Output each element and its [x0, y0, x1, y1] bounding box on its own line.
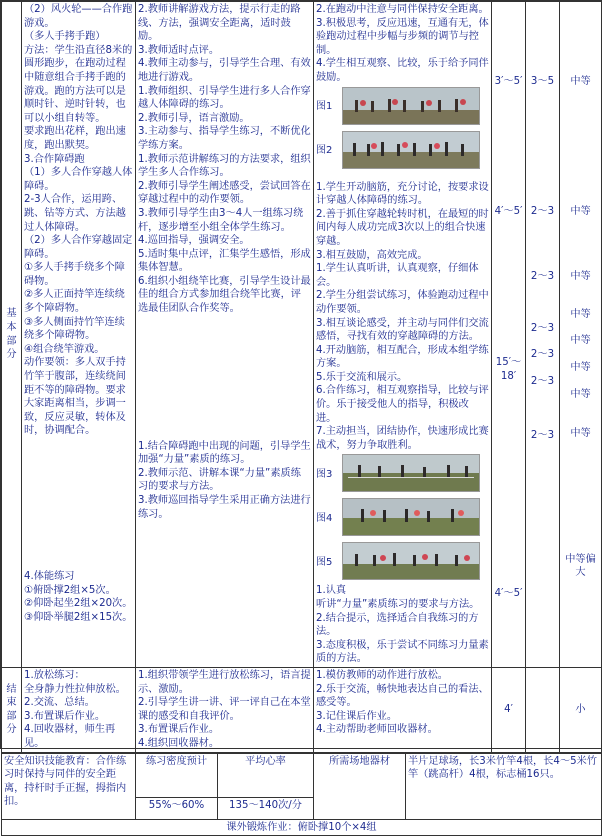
end-intensity-cell: [560, 668, 602, 753]
fitness-item: 4.体能练习: [24, 571, 75, 582]
safety-note: [2, 753, 136, 819]
content-item: （2）多人合作穿越固定障碍。: [24, 235, 133, 260]
intensity-9: 中等偏大: [565, 553, 596, 579]
end-teacher-column: [136, 668, 314, 753]
homework-cell: [2, 819, 602, 836]
time-3: 15′～18′: [495, 357, 522, 382]
count-2: 2～3: [530, 205, 555, 217]
end-teacher-item: 1.组织带领学生进行放松练习，语言提示、激励。: [138, 670, 311, 695]
homework-text: 课外锻炼作业：俯卧撑10个×4组: [226, 821, 377, 833]
fitness-item: ①俯卧撑2组×5次。: [24, 584, 116, 596]
intensity-10: 小: [575, 703, 586, 715]
content-item: ①多人手拷手绕多个障碍物。: [24, 262, 125, 287]
time-1: 3′～5′: [494, 76, 523, 87]
end-student-column: [314, 668, 492, 753]
figure-3: [316, 452, 489, 496]
end-teacher-item: 2.引导学生讲一讲、评一评自己在本堂课的感受和自我评价。: [138, 697, 311, 722]
intensity-2: 中等: [570, 205, 591, 217]
figure-3-label: 图3: [316, 468, 333, 480]
teacher-item: 3.主动参与、指导学生练习，不断优化学练方案。: [138, 126, 311, 151]
teacher-item: 5.适时集中点评，汇集学生感悟，形成集体智慧。: [138, 248, 311, 274]
photo-2-svg: [343, 132, 479, 168]
hr-label: 平均心率: [245, 755, 286, 767]
teacher-item: 1.教师示范讲解练习的方法要求，组织学生多人合作练习。: [138, 153, 311, 179]
content-item: ②多人正面持竿连续绕多个障碍物。: [24, 289, 125, 315]
hr-value-cell: [218, 797, 314, 819]
teacher-item: 4.教师主动参与，引导学生合理、有效地进行游戏。: [138, 58, 311, 83]
count-4: 2～3: [530, 322, 555, 334]
photo-1-svg: [343, 88, 479, 124]
photo-2-image: [342, 131, 480, 169]
end-count-cell: [526, 668, 560, 753]
photo-3-image: [342, 454, 480, 492]
photo-5-svg: [343, 543, 479, 579]
photo-3-svg: [343, 455, 479, 491]
end-student-item: 3.记住课后作业。: [316, 710, 398, 722]
section-label-text: 结束部分: [6, 683, 17, 736]
count-3: 2～3: [530, 271, 555, 283]
teacher-item: 2.教师引导，语言激励。: [138, 112, 250, 124]
teacher-item: 6.组织小组绕竿比赛，引导学生设计最佳的组合方式参加组合绕竿比赛，评选最佳团队合作奖等。: [138, 275, 311, 315]
end-content-item: 2.交流、总结。: [24, 697, 95, 709]
end-content-column: [22, 668, 136, 753]
intensity-3: 中等: [570, 271, 591, 283]
content-item: 动作要领：多人双手持竹竿于腹部，连续绕间距不等的障碍物。要求大家距离相当，步调一致，反应灵敏，转体及时，协调配合。: [24, 357, 126, 437]
figure-5: [316, 540, 489, 584]
figure-4-label: 图4: [316, 512, 333, 524]
venue-value: 半片足球场，长3米竹竿4根，长4～5米竹竿（跳高杆）4根，标志桶16只。: [408, 755, 597, 781]
time-2: 4′～5′: [494, 205, 523, 217]
student-activity-column: [314, 2, 492, 668]
student-item: 2.学生分组尝试练习，体验跑动过程中动作要领。: [316, 290, 489, 315]
end-content-list: [24, 669, 133, 751]
intensity-5: 中等: [570, 335, 591, 347]
student-activity-top: [316, 3, 489, 85]
end-student-item: 1.模仿教师的动作进行放松。: [316, 670, 448, 681]
content-item: 2-3人合作，运用跨、跳、钻等方式、方法越过人体障碍。: [24, 194, 126, 233]
student-item: 3.积极思考，反应迅速，互通有无，体验跑动过程中步幅与步频的调节与控制。: [316, 17, 489, 56]
time-4: 4′～5′: [494, 588, 523, 600]
density-value-cell: [136, 797, 218, 819]
intensity-7: 中等: [570, 388, 591, 400]
footer-row: [2, 753, 602, 797]
student-fitness-list: [316, 584, 489, 666]
content-column: [22, 2, 136, 668]
teacher-item: 3.教师适时点评。: [138, 44, 220, 56]
count-6: 2～3: [530, 375, 555, 387]
density-value: 55%～60%: [148, 799, 205, 811]
fitness-item: ③仰卧举腿2组×15次。: [24, 611, 133, 623]
student-item: 6.合作练习，相互观察指导，比较与评价。乐于接受他人的指导，积极改进。: [316, 385, 489, 424]
content-item: （2）风火轮——合作跑游戏。: [24, 4, 133, 29]
density-label: 练习密度预计: [145, 755, 208, 767]
student-item: 4.学生相互观察、比较，乐于给予同伴鼓励。: [316, 58, 489, 83]
venue-label: 所需场地器材: [328, 755, 391, 767]
end-content-item: 1.放松练习：: [24, 670, 85, 681]
density-label-cell: [136, 753, 218, 797]
count-1: 3～5: [530, 76, 555, 87]
end-content-item: 3.布置课后作业。: [24, 710, 106, 722]
student-item: 2.在跑动中注意与同伴保持安全距离。: [316, 4, 489, 15]
teacher-item: 3.教师引导学生由3～4人一组练习绕杆，逐步增至小组全体学生练习。: [138, 207, 304, 233]
teacher-item: 2.教师引导学生阐述感受，尝试回答在穿越过程中的动作要领。: [138, 180, 311, 206]
venue-label-cell: [314, 753, 406, 819]
lesson-plan-table: [1, 1, 602, 753]
teacher-activity-list: [138, 3, 311, 316]
student-fitness-item: 听讲“力量”素质练习的要求与方法。: [316, 599, 480, 611]
student-fitness-item: 1.认真: [316, 585, 347, 597]
hr-value: 135～140次/分: [229, 799, 302, 811]
intensity-6: 中等: [570, 361, 591, 373]
fitness-content-list: [24, 570, 133, 624]
intensity-8: 中等: [570, 428, 591, 440]
figure-2-label: 图2: [316, 144, 333, 156]
time-5: 4′: [504, 703, 513, 715]
teacher-item: 1.教师组织、引导学生进行多人合作穿越人体障碍的练习。: [138, 85, 311, 111]
safety-text: 安全知识技能教育：合作练习时保持与同伴的安全距离，持杆时手正握，拇指内扣。: [4, 755, 127, 808]
fitness-item: ②仰卧起坐2组×20次。: [24, 598, 133, 610]
intensity-column: [560, 2, 602, 668]
teacher-fitness-item: 1.结合障碍跑中出现的问题，引导学生加强“力量”素质的练习。: [138, 440, 311, 466]
end-student-item: 4.主动帮助老师回收器材。: [316, 724, 438, 736]
footer-table: [1, 753, 602, 836]
count-5: 2～3: [530, 349, 555, 361]
content-item: 方法：学生沿直径8米的圆形跑步，在跑动过程中随意组合手拷手跑的游戏。跑的方法可以是顺时针、逆时针转，也可以小组自转等。: [24, 44, 133, 124]
end-content-item: 4.回收器材，师生再见。: [24, 724, 116, 749]
intensity-4: 中等: [570, 308, 591, 320]
student-item: 1.学生开动脑筋，充分讨论，按要求设计穿越人体障碍的练习。: [316, 181, 489, 207]
photo-5-image: [342, 542, 480, 580]
teacher-fitness-item: 2.教师示范、讲解本课“力量”素质练习的要求与方法。: [138, 467, 301, 493]
time-column: [492, 2, 526, 668]
student-fitness-item: 2.结合提示，选择适合自我练习的方法。: [316, 612, 479, 638]
photo-1-image: [342, 87, 480, 125]
teacher-fitness-list: [138, 440, 311, 522]
end-teacher-item: 3.布置课后作业。: [138, 724, 220, 736]
student-item: 3.相互鼓励，高效完成。: [316, 249, 428, 261]
content-item: 3.合作障碍跑: [24, 153, 85, 165]
content-item: ③多人侧面持竹竿连续绕多个障碍物。: [24, 316, 125, 342]
count-7: 2～3: [530, 429, 555, 441]
figure-1-label: 图1: [316, 100, 333, 112]
photo-4-image: [342, 498, 480, 536]
end-part-row: [2, 668, 602, 753]
end-teacher-item: 4.组织回收器材。: [138, 737, 220, 749]
basic-part-row: [2, 2, 602, 668]
count-column: [526, 2, 560, 668]
end-time-cell: [492, 668, 526, 753]
homework-row: [2, 819, 602, 836]
end-student-list: [316, 669, 489, 737]
student-item: 7.主动担当，团结协作，快速形成比赛战术，努力争取胜利。: [316, 426, 489, 451]
student-item: 1.学生认真听讲，认真观察，仔细体会。: [316, 263, 479, 288]
intensity-1: 中等: [570, 76, 591, 87]
basic-part-label: [2, 2, 22, 668]
content-item: ④组合绕竿游戏。: [24, 343, 105, 355]
photo-4-svg: [343, 499, 479, 535]
venue-value-cell: [406, 753, 602, 819]
figure-5-label: 图5: [316, 556, 333, 568]
student-fitness-item: 3.态度积极，乐于尝试不同练习力量素质的方法。: [316, 639, 489, 665]
end-part-label: [2, 668, 22, 753]
student-item: 2.善于抓住穿越轮转时机，在最短的时间内每人成功完成3次以上的组合快速穿越。: [316, 208, 489, 247]
student-item: 4.开动脑筋，相互配合，形成本组学练方案。: [316, 344, 489, 370]
figure-2: [316, 129, 489, 173]
section-label-text: 基本部分: [6, 308, 17, 361]
student-item: 3.相互谈论感受，并主动与同伴们交流感悟，寻找有效的穿越障碍的方法。: [316, 317, 489, 343]
student-item: 5.乐于交流和展示。: [316, 371, 408, 383]
teacher-activity-column: [136, 2, 314, 668]
end-teacher-list: [138, 669, 311, 751]
figure-1: [316, 85, 489, 129]
student-activity-middle: [316, 181, 489, 453]
content-item: （1）多人合作穿越人体障碍。: [24, 167, 133, 192]
hr-label-cell: [218, 753, 314, 797]
teacher-fitness-item: 3.教师巡回指导学生采用正确方法进行练习。: [138, 495, 311, 520]
content-list: [24, 3, 133, 438]
teacher-item: 2.教师讲解游戏方法，提示行走的路线、方法，强调安全距离，适时鼓励。: [138, 4, 301, 43]
end-student-item: 2.乐于交流，畅快地表达自己的看法、感受等。: [316, 683, 489, 709]
content-item: （多人手拷手跑）: [24, 31, 106, 43]
content-item: 要求跑出花样，跑出速度，跑出默契。: [24, 126, 126, 151]
figure-4: [316, 496, 489, 540]
teacher-item: 4.巡回指导，强调安全。: [138, 235, 250, 247]
end-content-item: 全身静力性拉伸放松。: [24, 683, 126, 695]
